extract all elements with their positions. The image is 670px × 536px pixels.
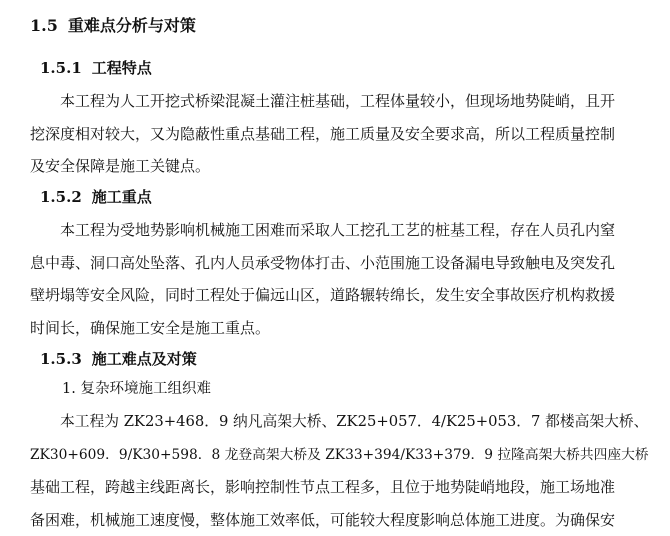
paragraph-line: 本工程为 ZK23+468．9 纳凡高架大桥、ZK25+057．4/K25+053．7 都楼高架大桥、 — [60, 413, 649, 430]
section-number: 1.5 — [30, 16, 58, 35]
paragraph-construction-focus — [30, 214, 656, 344]
paragraph-line: 本工程为人工开挖式桥梁混凝土灌注桩基础，工程体量较小，但现场地势陡峭，且开 — [60, 92, 616, 110]
subsection-title: 工程特点 — [91, 59, 152, 77]
subsection-heading-1 — [40, 57, 152, 79]
paragraph-line: 基础工程，跨越主线距离长，影响控制性节点工程多，且位于地势陡峭地段，施工场地准 — [30, 478, 616, 496]
section-heading — [30, 14, 196, 38]
paragraph-difficulties — [30, 406, 656, 536]
subsection-title: 施工重点 — [91, 188, 152, 206]
paragraph-line: 时间长，确保施工安全是施工重点。 — [30, 318, 271, 337]
paragraph-line: 壁坍塌等安全风险，同时工程处于偏远山区，道路辗转绵长，发生安全事故医疗机构救援 — [30, 286, 616, 304]
subsection-number: 1.5.1 — [40, 59, 82, 77]
paragraph-line: 挖深度相对较大，又为隐蔽性重点基础工程，施工质量及安全要求高，所以工程质量控制 — [30, 124, 616, 143]
paragraph-line: 息中毒、洞口高处坠落、孔内人员承受物体打击、小范围施工设备漏电导致触电及突发孔 — [30, 253, 616, 272]
subsection-heading-2 — [40, 186, 152, 208]
section-title: 重难点分析与对策 — [67, 16, 196, 35]
paragraph-engineering-features — [30, 85, 656, 183]
subsection-number: 1.5.2 — [40, 188, 82, 206]
paragraph-line: 及安全保障是施工关键点。 — [30, 157, 211, 175]
list-item-complex-environment: 1. 复杂环境施工组织难 — [62, 381, 211, 397]
subsection-number: 1.5.3 — [40, 350, 82, 368]
subsection-title: 施工难点及对策 — [91, 350, 197, 368]
paragraph-line: 备困难，机械施工速度慢，整体施工效率低，可能较大程度影响总体施工进度。为确保安 — [30, 510, 616, 529]
subsection-heading-3 — [40, 348, 197, 370]
paragraph-line: 本工程为受地势影响机械施工困难而采取人工挖孔工艺的桩基工程，存在人员孔内窒 — [60, 221, 616, 239]
paragraph-line: ZK30+609．9/K30+598．8 龙登高架大桥及 ZK33+394/K33+379．9 拉隆高架大桥共四座大桥 — [30, 446, 649, 463]
